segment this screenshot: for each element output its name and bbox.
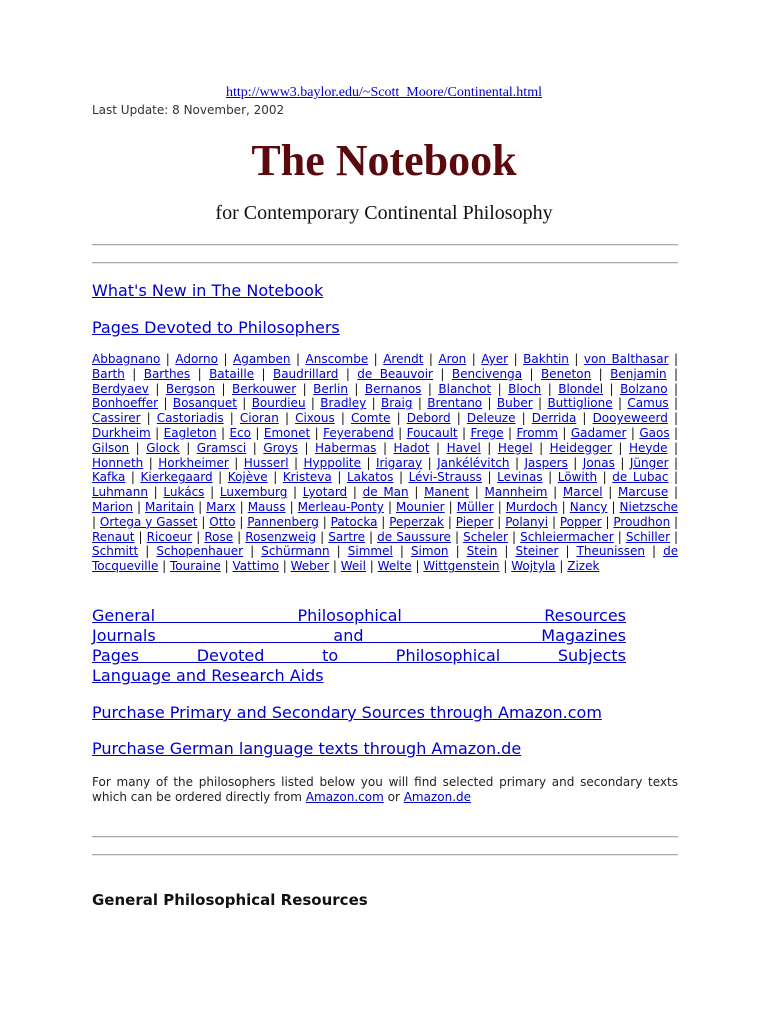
- category-link-journals[interactable]: Journals and Magazines: [92, 626, 626, 645]
- list-separator: |: [267, 470, 283, 485]
- list-separator: |: [482, 396, 497, 411]
- list-separator: |: [667, 411, 679, 426]
- list-separator: |: [568, 352, 584, 366]
- philosopher-list: [92, 352, 678, 574]
- philosopher-link[interactable]: Marion: [92, 499, 133, 514]
- list-separator: |: [547, 485, 563, 500]
- philosopher-link[interactable]: Nancy: [569, 499, 608, 514]
- philosopher-link[interactable]: Lakatos: [346, 470, 394, 485]
- philosopher-link[interactable]: Bloch: [508, 381, 542, 396]
- philosopher-link[interactable]: de Lubac: [612, 470, 669, 485]
- philosopher-link[interactable]: Baudrillard: [272, 366, 339, 381]
- list-separator: |: [448, 544, 467, 559]
- philosopher-link[interactable]: Bataille: [209, 366, 255, 381]
- philosopher-link[interactable]: Abbagnano: [92, 352, 161, 366]
- philosopher-link[interactable]: Arendt: [383, 352, 424, 366]
- list-separator: |: [215, 381, 232, 396]
- philosopher-link[interactable]: Husserl: [243, 455, 289, 470]
- philosopher-link[interactable]: Marcel: [562, 485, 603, 500]
- philosopher-link[interactable]: Schürmann: [261, 544, 330, 559]
- list-separator: |: [481, 470, 498, 485]
- list-separator: |: [243, 544, 262, 559]
- list-separator: |: [138, 544, 157, 559]
- list-separator: |: [194, 499, 207, 514]
- philosopher-link[interactable]: Simon: [410, 544, 449, 559]
- philosopher-link[interactable]: Glock: [146, 440, 180, 455]
- philosopher-link[interactable]: Braig: [381, 396, 413, 411]
- list-separator: |: [158, 559, 170, 574]
- list-separator: |: [548, 514, 560, 529]
- philosopher-link[interactable]: Agamben: [233, 352, 291, 366]
- list-separator: |: [555, 559, 568, 574]
- list-separator: |: [421, 381, 439, 396]
- philosopher-link[interactable]: von Balthasar: [583, 352, 669, 366]
- philosopher-link[interactable]: Heyde: [628, 440, 668, 455]
- philosopher-link[interactable]: Murdoch: [505, 499, 558, 514]
- philosopher-link[interactable]: Jaspers: [524, 455, 568, 470]
- list-separator: |: [124, 366, 144, 381]
- philosopher-link[interactable]: Benjamin: [610, 366, 667, 381]
- philosopher-link[interactable]: Kojève: [227, 470, 268, 485]
- purchase-amazon-com-link[interactable]: Purchase Primary and Secondary Sources through Amazon.com: [92, 703, 602, 722]
- list-separator: |: [287, 485, 303, 500]
- philosopher-link[interactable]: Rosenzweig: [245, 529, 317, 544]
- category-link-subjects[interactable]: Pages Devoted to Philosophical Subjects: [92, 646, 626, 665]
- list-separator: |: [143, 455, 159, 470]
- philosopher-link[interactable]: de Man: [362, 485, 409, 500]
- list-separator: |: [246, 440, 264, 455]
- list-separator: |: [457, 425, 471, 440]
- list-separator: |: [668, 470, 679, 485]
- philosopher-link[interactable]: Buber: [496, 396, 533, 411]
- list-separator: |: [204, 485, 220, 500]
- philosopher-link[interactable]: Eagleton: [163, 425, 217, 440]
- philosopher-link[interactable]: Habermas: [315, 440, 377, 455]
- list-separator: |: [347, 381, 365, 396]
- list-separator: |: [383, 499, 397, 514]
- list-separator: |: [644, 544, 664, 559]
- list-separator: |: [508, 352, 524, 366]
- list-separator: |: [670, 514, 679, 529]
- list-separator: |: [558, 544, 577, 559]
- philosopher-link[interactable]: Ortega y Gasset: [99, 514, 198, 529]
- paragraph-text: For many of the philosophers listed below you will find selected primary and secondary texts which can be ordered directly from: [92, 775, 678, 804]
- philosopher-link[interactable]: Sartre: [328, 529, 365, 544]
- philosopher-link[interactable]: Bernanos: [364, 381, 422, 396]
- philosopher-link[interactable]: Rose: [204, 529, 234, 544]
- philosopher-link[interactable]: Bencivenga: [451, 366, 523, 381]
- list-separator: |: [233, 529, 246, 544]
- philosopher-link[interactable]: Cassirer: [92, 411, 141, 426]
- list-separator: |: [542, 470, 558, 485]
- list-separator: |: [316, 529, 329, 544]
- philosopher-link[interactable]: Weil: [340, 559, 366, 574]
- philosopher-link[interactable]: Feyerabend: [323, 425, 394, 440]
- list-separator: |: [466, 352, 482, 366]
- philosopher-link[interactable]: Stein: [466, 544, 498, 559]
- philosopher-link[interactable]: Kafka: [92, 470, 126, 485]
- list-separator: |: [668, 396, 679, 411]
- list-separator: |: [338, 366, 358, 381]
- list-separator: |: [612, 396, 628, 411]
- category-link-general-resources[interactable]: General Philosophical Resources: [92, 606, 626, 625]
- philosopher-link[interactable]: Mounier: [396, 499, 445, 514]
- philosopher-link[interactable]: Frege: [470, 425, 504, 440]
- last-update: Last Update: 8 November, 2002: [92, 103, 285, 117]
- list-separator: |: [611, 440, 629, 455]
- philosopher-link[interactable]: Jünger: [629, 455, 669, 470]
- philosopher-link[interactable]: Groys: [263, 440, 298, 455]
- list-separator: |: [444, 499, 457, 514]
- philosopher-link[interactable]: Renaut: [92, 529, 135, 544]
- philosopher-link[interactable]: Theunissen: [576, 544, 645, 559]
- philosopher-link[interactable]: Jankélévitch: [437, 455, 510, 470]
- list-separator: |: [368, 352, 384, 366]
- philosopher-link[interactable]: Gramsci: [196, 440, 247, 455]
- philosopher-link[interactable]: Cixous: [295, 411, 335, 426]
- list-separator: |: [497, 544, 516, 559]
- philosopher-link[interactable]: Lyotard: [302, 485, 348, 500]
- list-separator: |: [288, 455, 304, 470]
- list-separator: |: [557, 499, 570, 514]
- list-separator: |: [390, 411, 407, 426]
- philosopher-link[interactable]: Derrida: [531, 411, 577, 426]
- list-separator: |: [493, 499, 506, 514]
- list-separator: |: [557, 425, 571, 440]
- page-url-link[interactable]: [0, 85, 768, 101]
- philosopher-link[interactable]: Patocka: [330, 514, 378, 529]
- list-separator: |: [360, 455, 376, 470]
- list-separator: |: [450, 529, 464, 544]
- philosopher-link[interactable]: Polanyi: [505, 514, 549, 529]
- philosopher-link[interactable]: Bosanquet: [172, 396, 237, 411]
- list-separator: |: [576, 411, 593, 426]
- divider: [92, 244, 678, 246]
- philosopher-link[interactable]: Steiner: [515, 544, 559, 559]
- philosopher-link[interactable]: Otto: [209, 514, 236, 529]
- paragraph-or: or: [387, 790, 400, 804]
- list-separator: |: [334, 411, 351, 426]
- list-separator: |: [507, 529, 521, 544]
- divider: [92, 854, 678, 856]
- list-separator: |: [422, 455, 438, 470]
- philosopher-link[interactable]: Welte: [377, 559, 412, 574]
- philosopher-link[interactable]: Vattimo: [232, 559, 279, 574]
- list-separator: |: [613, 529, 626, 544]
- philosopher-link[interactable]: Bakhtin: [523, 352, 569, 366]
- amazon-paragraph: [92, 775, 678, 805]
- philosopher-link[interactable]: Pannenberg: [247, 514, 319, 529]
- philosopher-link[interactable]: Müller: [456, 499, 494, 514]
- list-separator: |: [532, 440, 550, 455]
- philosopher-link[interactable]: Beneton: [540, 366, 592, 381]
- philosopher-link[interactable]: Fromm: [516, 425, 558, 440]
- philosopher-link[interactable]: Maritain: [145, 499, 195, 514]
- list-separator: |: [140, 411, 157, 426]
- philosopher-link[interactable]: Mannheim: [484, 485, 548, 500]
- list-separator: |: [668, 455, 679, 470]
- philosopher-link[interactable]: Cioran: [239, 411, 279, 426]
- list-separator: |: [480, 440, 498, 455]
- philosopher-link[interactable]: Kierkegaard: [140, 470, 213, 485]
- philosopher-link[interactable]: de Saussure: [377, 529, 451, 544]
- list-separator: |: [393, 425, 407, 440]
- list-separator: |: [412, 396, 428, 411]
- philosopher-link[interactable]: Wojtyla: [511, 559, 556, 574]
- philosopher-link[interactable]: Marx: [206, 499, 236, 514]
- philosopher-link[interactable]: Bonhoeffer: [92, 396, 159, 411]
- philosopher-link[interactable]: Eco: [229, 425, 251, 440]
- list-separator: |: [278, 411, 296, 426]
- philosopher-link[interactable]: Blanchot: [438, 381, 492, 396]
- list-separator: |: [285, 499, 298, 514]
- philosopher-link[interactable]: Aron: [438, 352, 467, 366]
- list-separator: |: [160, 352, 176, 366]
- list-separator: |: [254, 366, 273, 381]
- philosopher-link[interactable]: Berkouwer: [232, 381, 297, 396]
- philosopher-link[interactable]: Marcuse: [618, 485, 669, 500]
- list-separator: |: [223, 411, 240, 426]
- list-separator: |: [411, 559, 424, 574]
- philosopher-link[interactable]: Luxemburg: [219, 485, 288, 500]
- philosopher-link[interactable]: Berlin: [313, 381, 348, 396]
- list-separator: |: [666, 366, 679, 381]
- list-separator: |: [297, 440, 316, 455]
- list-separator: |: [220, 559, 233, 574]
- list-separator: |: [329, 544, 348, 559]
- philosopher-link[interactable]: Schleiermacher: [520, 529, 614, 544]
- philosopher-link[interactable]: Horkheimer: [158, 455, 229, 470]
- list-separator: |: [158, 396, 173, 411]
- list-separator: |: [393, 470, 409, 485]
- list-separator: |: [347, 485, 363, 500]
- philosopher-link[interactable]: Luhmann: [92, 485, 148, 500]
- philosopher-link[interactable]: Hyppolite: [303, 455, 361, 470]
- philosopher-link[interactable]: Camus: [627, 396, 669, 411]
- philosopher-link[interactable]: Deleuze: [466, 411, 516, 426]
- list-separator: |: [668, 352, 679, 366]
- philosopher-link[interactable]: Levinas: [497, 470, 543, 485]
- list-separator: |: [515, 411, 532, 426]
- list-separator: |: [305, 396, 321, 411]
- philosopher-link[interactable]: de Beauvoir: [357, 366, 433, 381]
- philosopher-link[interactable]: Schmitt: [92, 544, 139, 559]
- list-separator: |: [147, 485, 164, 500]
- list-separator: |: [150, 425, 164, 440]
- list-separator: |: [591, 366, 611, 381]
- page-url[interactable]: http://www3.baylor.edu/~Scott_Moore/Continental.html: [226, 85, 542, 100]
- list-separator: |: [607, 499, 620, 514]
- philosopher-link[interactable]: Zizek: [567, 559, 600, 574]
- list-separator: |: [134, 529, 147, 544]
- list-separator: |: [236, 396, 252, 411]
- philosopher-link[interactable]: Debord: [406, 411, 451, 426]
- list-separator: |: [443, 514, 456, 529]
- divider: [92, 836, 678, 838]
- list-separator: |: [567, 455, 583, 470]
- list-separator: |: [190, 366, 210, 381]
- philosopher-link[interactable]: Pieper: [455, 514, 494, 529]
- list-separator: |: [614, 455, 630, 470]
- philosopher-link[interactable]: Nietzsche: [619, 499, 679, 514]
- list-separator: |: [148, 381, 166, 396]
- list-separator: |: [365, 559, 378, 574]
- philosopher-link[interactable]: Gaos: [639, 425, 670, 440]
- philosopher-link[interactable]: Gilson: [92, 440, 130, 455]
- philosopher-link[interactable]: Ayer: [481, 352, 509, 366]
- philosopher-link[interactable]: Buttiglione: [547, 396, 613, 411]
- philosopher-link[interactable]: Barth: [92, 366, 125, 381]
- philosopher-link[interactable]: Hadot: [393, 440, 430, 455]
- philosopher-link[interactable]: Lévi-Strauss: [408, 470, 482, 485]
- philosopher-link[interactable]: Ricoeur: [146, 529, 193, 544]
- list-separator: |: [250, 425, 264, 440]
- list-separator: |: [216, 425, 230, 440]
- list-separator: |: [366, 396, 382, 411]
- list-separator: |: [491, 381, 509, 396]
- list-separator: |: [541, 381, 559, 396]
- philosopher-link[interactable]: Durkheim: [92, 425, 151, 440]
- whats-new-link[interactable]: What's New in The Notebook: [92, 281, 324, 300]
- philosopher-link[interactable]: Castoriadis: [156, 411, 224, 426]
- philosopher-link[interactable]: Weber: [290, 559, 330, 574]
- list-separator: |: [364, 529, 378, 544]
- pages-philosophers-link[interactable]: Pages Devoted to Philosophers: [92, 318, 340, 337]
- list-separator: |: [503, 425, 517, 440]
- section-heading: General Philosophical Resources: [92, 891, 368, 909]
- philosopher-link[interactable]: Comte: [350, 411, 391, 426]
- philosopher-link[interactable]: Peperzak: [389, 514, 444, 529]
- philosopher-link[interactable]: Jonas: [582, 455, 615, 470]
- list-separator: |: [377, 514, 390, 529]
- list-separator: |: [125, 470, 141, 485]
- list-separator: |: [235, 514, 248, 529]
- philosopher-link[interactable]: Merleau-Ponty: [297, 499, 384, 514]
- philosopher-link[interactable]: Berdyaev: [92, 381, 149, 396]
- philosopher-link[interactable]: Touraine: [170, 559, 221, 574]
- philosopher-link[interactable]: Schiller: [625, 529, 670, 544]
- philosopher-link[interactable]: Kristeva: [282, 470, 332, 485]
- list-separator: |: [493, 514, 506, 529]
- philosopher-link[interactable]: Gadamer: [570, 425, 627, 440]
- philosopher-link[interactable]: Manent: [424, 485, 470, 500]
- philosopher-link[interactable]: Simmel: [347, 544, 393, 559]
- list-separator: |: [235, 499, 248, 514]
- amazon-de-link[interactable]: Amazon.de: [403, 790, 472, 804]
- list-separator: |: [667, 381, 679, 396]
- list-separator: |: [522, 366, 541, 381]
- list-separator: |: [92, 514, 100, 529]
- list-separator: |: [212, 470, 228, 485]
- list-separator: |: [392, 544, 411, 559]
- list-separator: |: [132, 499, 146, 514]
- list-separator: |: [532, 396, 548, 411]
- list-separator: |: [217, 352, 233, 366]
- list-separator: |: [669, 425, 679, 440]
- list-separator: |: [603, 381, 621, 396]
- philosopher-link[interactable]: Havel: [446, 440, 481, 455]
- philosopher-link[interactable]: Bergson: [165, 381, 216, 396]
- list-separator: |: [667, 440, 679, 455]
- divider: [92, 262, 678, 264]
- list-separator: |: [601, 514, 614, 529]
- list-separator: |: [179, 440, 197, 455]
- category-link-language-aids[interactable]: Language and Research Aids: [92, 666, 324, 685]
- philosopher-link[interactable]: Bolzano: [620, 381, 668, 396]
- list-separator: |: [668, 485, 679, 500]
- list-separator: |: [197, 514, 210, 529]
- list-separator: |: [429, 440, 447, 455]
- list-separator: |: [408, 485, 425, 500]
- philosopher-link[interactable]: Löwith: [557, 470, 598, 485]
- list-separator: |: [278, 559, 291, 574]
- philosopher-link[interactable]: Mauss: [247, 499, 286, 514]
- philosopher-link[interactable]: Scheler: [463, 529, 508, 544]
- philosopher-link[interactable]: Emonet: [263, 425, 311, 440]
- purchase-amazon-de-link[interactable]: Purchase German language texts through Amazon.de: [92, 739, 522, 758]
- philosopher-link[interactable]: Honneth: [92, 455, 144, 470]
- list-separator: |: [423, 352, 439, 366]
- list-separator: |: [469, 485, 485, 500]
- philosopher-link[interactable]: Bradley: [320, 396, 367, 411]
- list-separator: |: [228, 455, 244, 470]
- amazon-com-link[interactable]: Amazon.com: [305, 790, 384, 804]
- list-separator: |: [329, 559, 341, 574]
- list-separator: |: [432, 366, 452, 381]
- list-separator: |: [670, 529, 679, 544]
- list-separator: |: [331, 470, 347, 485]
- philosopher-link[interactable]: Dooyeweerd: [592, 411, 668, 426]
- list-separator: |: [626, 425, 640, 440]
- list-separator: |: [290, 352, 306, 366]
- list-separator: |: [597, 470, 613, 485]
- philosopher-link[interactable]: Blondel: [558, 381, 604, 396]
- list-separator: |: [310, 425, 324, 440]
- philosopher-link[interactable]: Heidegger: [549, 440, 612, 455]
- philosopher-link[interactable]: Proudhon: [613, 514, 671, 529]
- list-separator: |: [192, 529, 205, 544]
- list-separator: |: [499, 559, 512, 574]
- philosopher-link[interactable]: Hegel: [497, 440, 533, 455]
- list-separator: |: [296, 381, 314, 396]
- philosopher-link[interactable]: Irigaray: [375, 455, 423, 470]
- list-separator: |: [318, 514, 331, 529]
- philosopher-link[interactable]: Bourdieu: [251, 396, 306, 411]
- list-separator: |: [450, 411, 467, 426]
- philosopher-link[interactable]: de Tocqueville: [92, 544, 679, 574]
- list-separator: |: [509, 455, 525, 470]
- philosopher-link[interactable]: Lukács: [163, 485, 205, 500]
- philosopher-link[interactable]: Foucault: [406, 425, 458, 440]
- philosopher-link[interactable]: Adorno: [175, 352, 218, 366]
- list-separator: |: [376, 440, 394, 455]
- philosopher-link[interactable]: Barthes: [143, 366, 191, 381]
- philosopher-link[interactable]: Anscombe: [305, 352, 369, 366]
- philosopher-link[interactable]: Brentano: [427, 396, 483, 411]
- philosopher-link[interactable]: Popper: [559, 514, 602, 529]
- page-title: The Notebook: [251, 136, 517, 185]
- philosopher-link[interactable]: Wittgenstein: [423, 559, 500, 574]
- list-separator: |: [602, 485, 619, 500]
- list-separator: |: [129, 440, 147, 455]
- page-subtitle: for Contemporary Continental Philosophy: [215, 202, 553, 224]
- philosopher-link[interactable]: Schopenhauer: [156, 544, 244, 559]
